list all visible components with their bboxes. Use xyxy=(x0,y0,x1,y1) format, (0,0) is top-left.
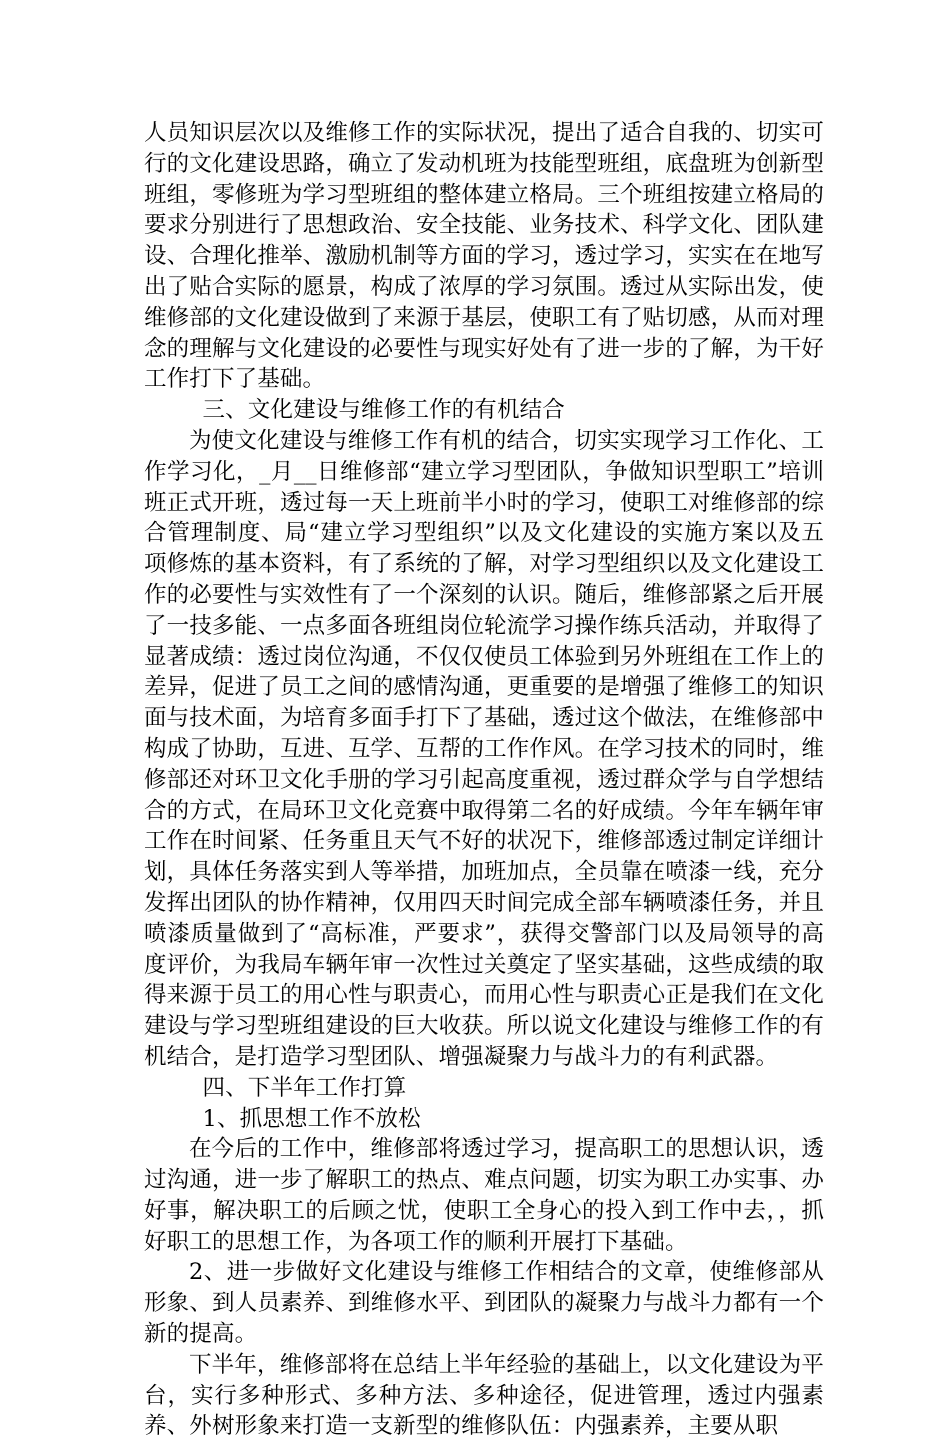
paragraph-further-integration: 2、进一步做好文化建设与维修工作相结合的文章，使维修部从形象、到人员素养、到维修水平、到团队的凝聚力与战斗力都有一个新的提高。 xyxy=(144,1259,824,1348)
paragraph-second-half-plan: 下半年，维修部将在总结上半年经验的基础上，以文化建设为平台，实行多种形式、多种方法、多种途径，促进管理，透过内强素养、外树形象来打造一支新型的维修队伍：内强素养，主要从职 xyxy=(144,1351,824,1440)
paragraph-culture-building-approach: 人员知识层次以及维修工作的实际状况，提出了适合自我的、切实可行的文化建设思路，确立了发动机班为技能型班组，底盘班为创新型班组，零修班为学习型班组的整体建立格局。三个班组按建立格局的要求分别进行了思想政治、安全技能、业务技术、科学文化、团队建设、合理化推举、激励机制等方面的学习，透过学习，实实在在地写出了贴合实际的愿景，构成了浓厚的学习氛围。透过从实际出发，使维修部的文化建设做到了来源于基层，使职工有了贴切感，从而对理念的理解与文化建设的必要性与现实好处有了进一步的了解，为干好工作打下了基础。 xyxy=(144,120,824,393)
section-heading-4: 四、下半年工作打算 xyxy=(202,1074,407,1101)
document-body xyxy=(144,118,824,1442)
paragraph-ideological-work: 在今后的工作中，维修部将透过学习，提高职工的思想认识，透过沟通，进一步了解职工的热点、难点问题，切实为职工办实事、办好事，解决职工的后顾之忧，使职工全身心的投入到工作中去，，抓好职工的思想工作，为各项工作的顺利开展打下基础。 xyxy=(144,1136,824,1255)
subheading-ideological-work: 1、抓思想工作不放松 xyxy=(202,1105,421,1132)
section-heading-3: 三、文化建设与维修工作的有机结合 xyxy=(202,397,565,424)
paragraph-culture-maintenance-integration: 为使文化建设与维修工作有机的结合，切实实现学习工作化、工作学习化，_月__日维修部“建立学习型团队，争做知识型职工”培训班正式开班，透过每一天上班前半小时的学习，使职工对维修部的综合管理制度、局“建立学习型组织”以及文化建设的实施方案以及五项修炼的基本资料，有了系统的了解，对学习型组织以及文化建设工作的必要性与实效性有了一个深刻的认识。随后，维修部紧之后开展了一技多能、一点多面各班组岗位轮流学习操作练兵活动，并取得了显著成绩：透过岗位沟通，不仅仅使员工体验到另外班组在工作上的差异，促进了员工之间的感情沟通，更重要的是增强了维修工的知识面与技术面，为培育多面手打下了基础，透过这个做法，在维修部中构成了协助，互进、互学、互帮的工作作风。在学习技术的同时，维修部还对环卫文化手册的学习引起高度重视，透过群众学与自学想结合的方式，在局环卫文化竞赛中取得第二名的好成绩。今年车辆年审工作在时间紧、任务重且天气不好的状况下，维修部透过制定详细计划，具体任务落实到人等举措，加班加点，全员靠在喷漆一线，充分发挥出团队的协作精神，仅用四天时间完成全部车辆喷漆任务，并且喷漆质量做到了“高标准，严要求”，获得交警部门以及局领导的高度评价，为我局车辆年审一次性过关奠定了坚实基础，这些成绩的取得来源于员工的用心性与职责心，而用心性与职责心正是我们在文化建设与学习型班组建设的巨大收获。所以说文化建设与维修工作的有机结合，是打造学习型团队、增强凝聚力与战斗力的有利武器。 xyxy=(144,427,824,1070)
